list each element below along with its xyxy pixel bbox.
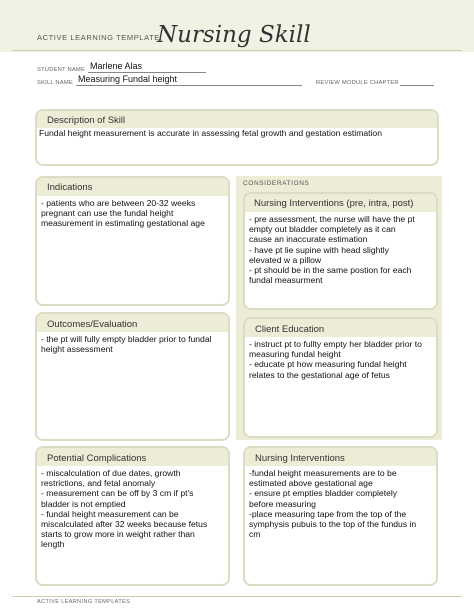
indications-box <box>35 176 230 306</box>
potential-complications-line: bladder is not emptied <box>41 498 126 509</box>
client-education-box <box>243 317 438 438</box>
student-name-label: STUDENT NAME <box>37 67 86 73</box>
potential-complications-line: miscalculated after 32 weeks because fetus <box>41 519 208 530</box>
potential-complications-line: length <box>41 539 65 550</box>
footer-divider <box>12 596 462 597</box>
nursing-interventions-line: - ensure pt empties bladder completely <box>249 488 398 499</box>
review-module-underline[interactable] <box>400 85 434 86</box>
potential-complications-body[interactable] <box>41 468 207 550</box>
nursing-interventions-pip-line: cause an inaccurate estimation <box>249 234 368 245</box>
client-education-line: relates to the gestational age of fetus <box>249 369 390 380</box>
client-education-line: - educate pt how measuring fundal height <box>249 359 407 370</box>
considerations-label: CONSIDERATIONS <box>243 180 310 187</box>
nursing-interventions-pip-line: - pt should be in the same postion for each <box>249 265 412 276</box>
outcomes-title: Outcomes/Evaluation <box>47 319 138 330</box>
description-line: Fundal height measurement is accurate in assessing fetal growth and gestation estimation <box>39 128 382 138</box>
indications-line: - patients who are between 20-32 weeks <box>41 198 196 208</box>
nursing-interventions-pip-body[interactable] <box>249 214 415 285</box>
header-divider <box>12 50 462 51</box>
description-box <box>35 109 439 166</box>
client-education-body[interactable] <box>249 339 422 380</box>
potential-complications-line: restrictions, and fetal anomaly <box>41 478 156 489</box>
potential-complications-line: - measurement can be off by 3 cm if pt's <box>41 488 194 499</box>
nursing-interventions-line: -fundal height measurements are to be <box>249 468 397 478</box>
outcomes-box <box>35 312 230 441</box>
nursing-interventions-line: cm <box>249 529 261 540</box>
potential-complications-box <box>35 446 230 586</box>
student-name-value[interactable]: Marlene Alas <box>90 61 143 71</box>
potential-complications-line: - miscalculation of due dates, growth <box>41 468 181 478</box>
client-education-line: - instruct pt to fullty empty her bladder prior to <box>249 339 422 349</box>
potential-complications-line: starts to grow more in weight rather than <box>41 529 195 540</box>
indications-line: pregnant can use the fundal height <box>41 208 174 219</box>
indications-body[interactable] <box>41 198 205 229</box>
nursing-interventions-line: symphysis pubuis to the top of the fundus in <box>249 519 417 530</box>
nursing-interventions-pip-line: - pre assessment, the nurse will have the pt <box>249 214 415 224</box>
page-title: Nursing Skill <box>157 22 311 48</box>
student-name-underline <box>88 72 206 73</box>
nursing-interventions-box <box>243 446 438 586</box>
nursing-interventions-title: Nursing Interventions <box>255 453 345 464</box>
nursing-interventions-pip-line: - have pt lie supine with head slightly <box>249 244 389 255</box>
potential-complications-title: Potential Complications <box>47 453 147 464</box>
nursing-interventions-line: -place measuring tape from the top of the <box>249 508 407 519</box>
nursing-interventions-pip-line: empty out bladder completely as it can <box>249 224 396 235</box>
client-education-title: Client Education <box>255 324 325 335</box>
nursing-interventions-line: before measuring <box>249 498 316 509</box>
footer-text: ACTIVE LEARNING TEMPLATES <box>37 599 131 605</box>
nursing-interventions-pip-title: Nursing Interventions (pre, intra, post) <box>254 198 414 209</box>
template-label: ACTIVE LEARNING TEMPLATE: <box>37 33 163 42</box>
skill-name-underline <box>76 85 302 86</box>
skill-name-value[interactable]: Measuring Fundal height <box>78 74 178 84</box>
description-title: Description of Skill <box>47 115 126 126</box>
outcomes-line: - the pt will fully empty bladder prior to fundal <box>41 334 212 344</box>
nursing-interventions-pip-line: fundal measurment <box>249 275 323 286</box>
indications-line: measurement in estimating gestational age <box>41 218 205 229</box>
client-education-line: measuring fundal height <box>249 349 341 360</box>
review-module-label: REVIEW MODULE CHAPTER <box>316 80 399 86</box>
nursing-interventions-pip-box <box>243 192 438 310</box>
skill-name-label: SKILL NAME <box>37 80 73 86</box>
indications-title: Indications <box>47 182 93 193</box>
nursing-interventions-body[interactable] <box>249 468 416 539</box>
outcomes-line: height assessment <box>41 344 113 355</box>
potential-complications-line: - fundal height measurement can be <box>41 508 179 519</box>
outcomes-body[interactable] <box>41 334 212 354</box>
nursing-interventions-pip-line: elevated w a pillow <box>249 254 322 265</box>
nursing-interventions-line: estimated above gestational age <box>249 478 373 489</box>
description-body[interactable] <box>39 128 382 138</box>
